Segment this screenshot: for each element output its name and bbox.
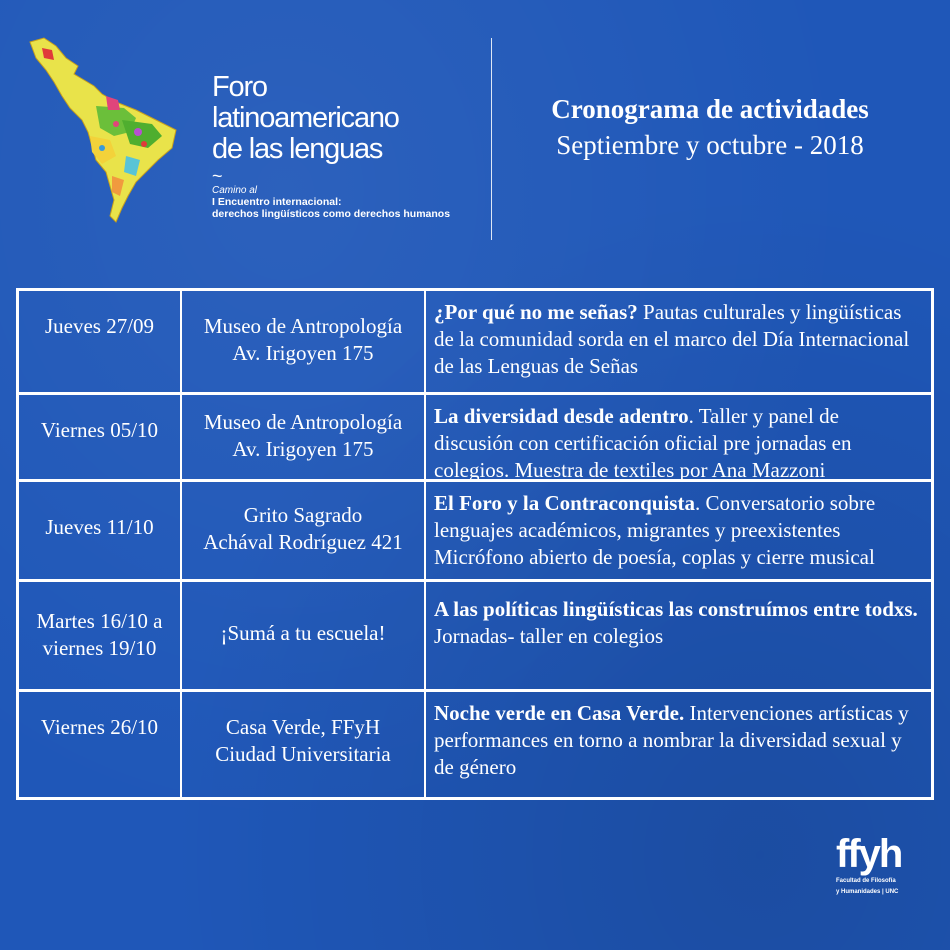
schedule-place-cell: [182, 482, 426, 582]
schedule-date: Viernes 26/10: [40, 715, 159, 739]
schedule-table: [16, 288, 934, 800]
header-divider: [491, 38, 492, 240]
schedule-place: ¡Sumá a tu escuela!: [220, 621, 386, 645]
schedule-activity-text: . Conversatorio sobre lenguajes académicos, migrantes y preexistentes Micrófono abierto de poesía, coplas y cierre musical: [434, 491, 876, 569]
page-heading: [500, 92, 920, 162]
schedule-activity-title: La diversidad desde adentro: [434, 404, 689, 428]
schedule-place: Ciudad Universitaria: [215, 742, 391, 766]
schedule-place: Casa Verde, FFyH: [225, 715, 381, 739]
logo-caption-line: y Humanidades | UNC: [836, 889, 899, 895]
schedule-date: Martes 16/10 a: [36, 609, 163, 633]
schedule-date-cell: [19, 482, 182, 582]
ffyh-logo: [836, 834, 916, 896]
schedule-activity-title: El Foro y la Contraconquista: [434, 491, 695, 515]
schedule-activity-text: Intervenciones artísticas y performances en torno a nombrar la diversidad sexual y de género: [434, 701, 909, 779]
schedule-activity-title: A las políticas lingüísticas las construímos entre todxs.: [434, 597, 918, 621]
schedule-activity-text: . Taller y panel de discusión con certificación oficial pre jornadas en colegios. Muestra de textiles por Ana Mazzoni: [434, 404, 852, 482]
schedule-description: [426, 582, 931, 692]
schedule-place: Museo de Antropología: [203, 410, 403, 434]
schedule-date-cell: [19, 692, 182, 797]
schedule-place: Grito Sagrado: [243, 503, 363, 527]
logo-caption-line: Facultad de Filosofía: [836, 878, 896, 884]
brand-title-line: latinoamericano: [212, 102, 399, 134]
brand-title-line: Foro: [212, 71, 267, 103]
schedule-description: [426, 395, 931, 482]
schedule-place: Av. Irigoyen 175: [232, 341, 374, 365]
brand-block: [212, 72, 482, 220]
page-subtitle: Septiembre y octubre - 2018: [556, 130, 864, 160]
schedule-activity-text: Jornadas- taller en colegios: [434, 624, 664, 648]
schedule-date: Jueves 27/09: [44, 314, 155, 338]
schedule-activity-title: Noche verde en Casa Verde.: [434, 701, 685, 725]
schedule-date-cell: [19, 582, 182, 692]
brand-tilde: ~: [212, 166, 223, 186]
brand-subtitle-line: I Encuentro internacional:: [212, 196, 342, 208]
schedule-date: Jueves 11/10: [45, 515, 154, 539]
page-title: Cronograma de actividades: [551, 94, 869, 124]
brand-subtitle-line: derechos lingüísticos como derechos humanos: [212, 208, 451, 220]
brand-title-line: de las lenguas: [212, 133, 383, 165]
schedule-place: Av. Irigoyen 175: [232, 437, 374, 461]
schedule-date-cell: [19, 291, 182, 395]
schedule-date: viernes 19/10: [42, 636, 157, 660]
schedule-place: Achával Rodríguez 421: [203, 530, 403, 554]
schedule-place-cell: [182, 692, 426, 797]
brand-subtitle-italic: Camino al: [212, 185, 258, 196]
schedule-place-cell: [182, 291, 426, 395]
schedule-place: Museo de Antropología: [203, 314, 403, 338]
schedule-activity-title: ¿Por qué no me señas?: [434, 300, 638, 324]
schedule-description: [426, 291, 931, 395]
latin-america-map-icon: [26, 36, 186, 226]
schedule-date-cell: [19, 395, 182, 482]
schedule-description: [426, 482, 931, 582]
schedule-place-cell: [182, 582, 426, 692]
logo-mark: ffyh: [836, 832, 902, 876]
schedule-place-cell: [182, 395, 426, 482]
schedule-activity-text: Pautas culturales y lingüísticas de la comunidad sorda en el marco del Día Internacional de las Lenguas de Señas: [434, 300, 910, 378]
schedule-date: Viernes 05/10: [40, 418, 159, 442]
schedule-description: [426, 692, 931, 797]
